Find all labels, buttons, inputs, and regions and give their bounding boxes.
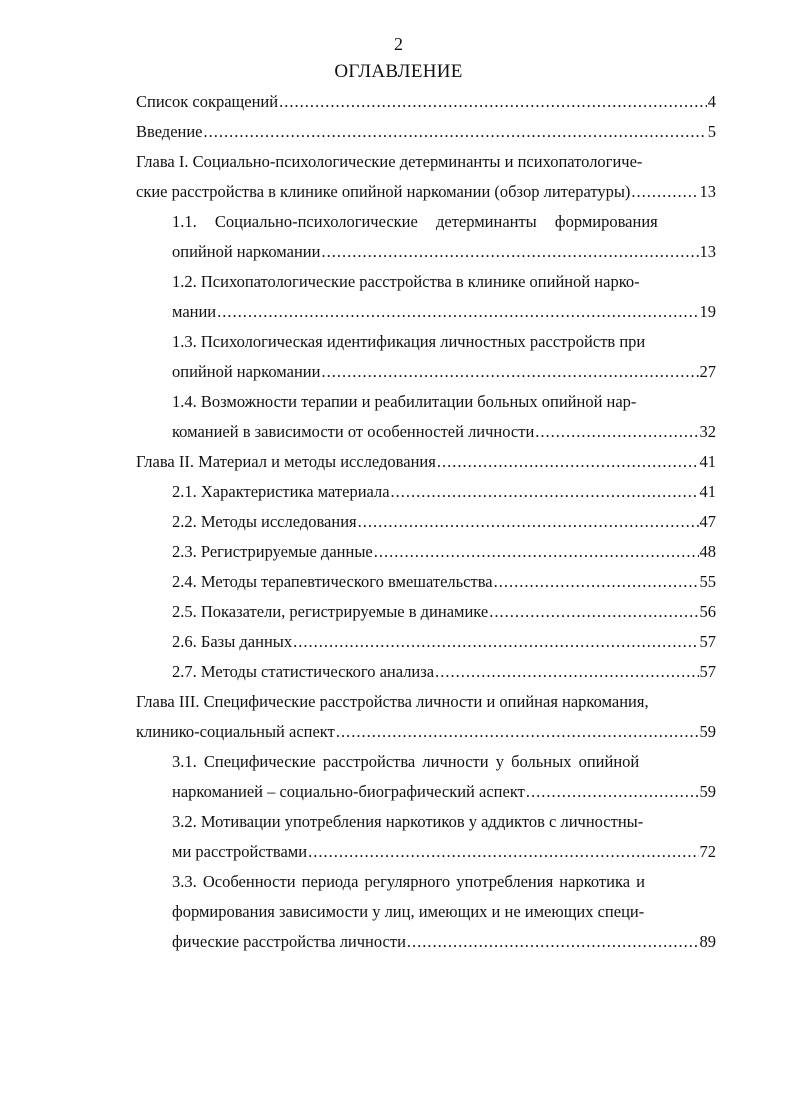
toc-entry-title: 2.5. Показатели, регистрируемые в динамике	[172, 602, 489, 621]
dot-leader	[217, 296, 698, 327]
toc-page-number: 59	[699, 722, 716, 741]
toc-entry-title: фические расстройства личности	[172, 932, 406, 951]
toc-page-number: 13	[699, 242, 716, 261]
toc-entry-line: 3.2. Мотивации употребления наркотиков у аддиктов с личностны-	[172, 812, 644, 831]
toc-page-number: 57	[699, 632, 716, 651]
dot-leader	[494, 566, 699, 597]
toc-page-number: 5	[707, 122, 716, 141]
toc-page-number: 57	[699, 662, 716, 681]
toc-entry-title: опийной наркомании	[172, 242, 321, 261]
page-number: 2	[394, 34, 403, 54]
dot-leader	[489, 596, 698, 627]
dot-leader	[321, 356, 698, 387]
toc-entry-title: 2.7. Методы статистического анализа	[172, 662, 435, 681]
toc-page-number: 55	[699, 572, 716, 591]
toc-page-number: 4	[707, 92, 716, 111]
toc-entry-title: 2.3. Регистрируемые данные	[172, 542, 373, 561]
dot-leader	[435, 656, 698, 687]
toc-entry-line: 1.3. Психологическая идентификация личностных расстройств при	[172, 332, 646, 351]
dot-leader	[535, 416, 698, 447]
toc-page-number: 13	[699, 182, 716, 201]
toc-entry-line: 1.2. Психопатологические расстройства в клинике опийной нарко-	[172, 272, 640, 291]
toc-entry-title: наркоманией – социально-биографический аспект	[172, 782, 525, 801]
dot-leader	[336, 716, 699, 747]
toc-entry-title: ми расстройствами	[172, 842, 308, 861]
toc-entry-title: 2.6. Базы данных	[172, 632, 293, 651]
toc-entry-title: Введение	[136, 122, 203, 141]
toc-entry-line: Глава I. Социально-психологические детерминанты и психопатологиче-	[136, 152, 643, 171]
toc-entry-title: Список сокращений	[136, 92, 279, 111]
toc-entry-line: формирования зависимости у лиц, имеющих и не имеющих специ-	[172, 902, 645, 921]
toc-entry-title: 2.2. Методы исследования	[172, 512, 357, 531]
toc-page-number: 56	[699, 602, 716, 621]
dot-leader	[358, 506, 699, 537]
toc-entry-title: 2.4. Методы терапевтического вмешательства	[172, 572, 493, 591]
toc-entry-title: опийной наркомании	[172, 362, 321, 381]
dot-leader	[279, 86, 707, 117]
toc-page-number: 48	[699, 542, 716, 561]
toc-entry-title: Глава II. Материал и методы исследования	[136, 452, 436, 471]
toc-page-number: 41	[699, 452, 716, 471]
toc-page-number: 89	[699, 932, 716, 951]
dot-leader	[437, 446, 699, 477]
dot-leader	[293, 626, 698, 657]
toc-page-number: 41	[699, 482, 716, 501]
dot-leader	[526, 776, 699, 807]
dot-leader	[308, 836, 698, 867]
toc-entry-line: 3.1. Специфические расстройства личности у больных опийной	[172, 752, 640, 771]
toc-page-number: 47	[699, 512, 716, 531]
toc-entry-title: ские расстройства в клинике опийной наркомании (обзор литературы)	[136, 182, 631, 201]
toc-entry-line: Глава III. Специфические расстройства личности и опийная наркомания,	[136, 692, 649, 711]
toc-page-number: 27	[699, 362, 716, 381]
toc-entry-line: 3.3. Особенности периода регулярного употребления наркотика и	[172, 872, 645, 891]
dot-leader	[204, 116, 707, 147]
toc-entry-title: команией в зависимости от особенностей личности	[172, 422, 535, 441]
dot-leader	[391, 476, 699, 507]
toc-page-number: 19	[699, 302, 716, 321]
toc-entry-line: 1.4. Возможности терапии и реабилитации больных опийной нар-	[172, 392, 637, 411]
toc-entry-title: мании	[172, 302, 217, 321]
dot-leader	[321, 236, 698, 267]
toc-page-number: 59	[699, 782, 716, 801]
dot-leader	[374, 536, 699, 567]
toc-entry-title: 2.1. Характеристика материала	[172, 482, 390, 501]
toc-entry-title: клинико-социальный аспект	[136, 722, 335, 741]
dot-leader	[631, 176, 698, 207]
page-title: ОГЛАВЛЕНИЕ	[334, 61, 463, 82]
toc-entry-line: 1.1. Социально-психологические детерминанты формирования	[172, 212, 658, 231]
toc-page-number: 72	[699, 842, 716, 861]
dot-leader	[407, 926, 699, 957]
toc-page-number: 32	[699, 422, 716, 441]
